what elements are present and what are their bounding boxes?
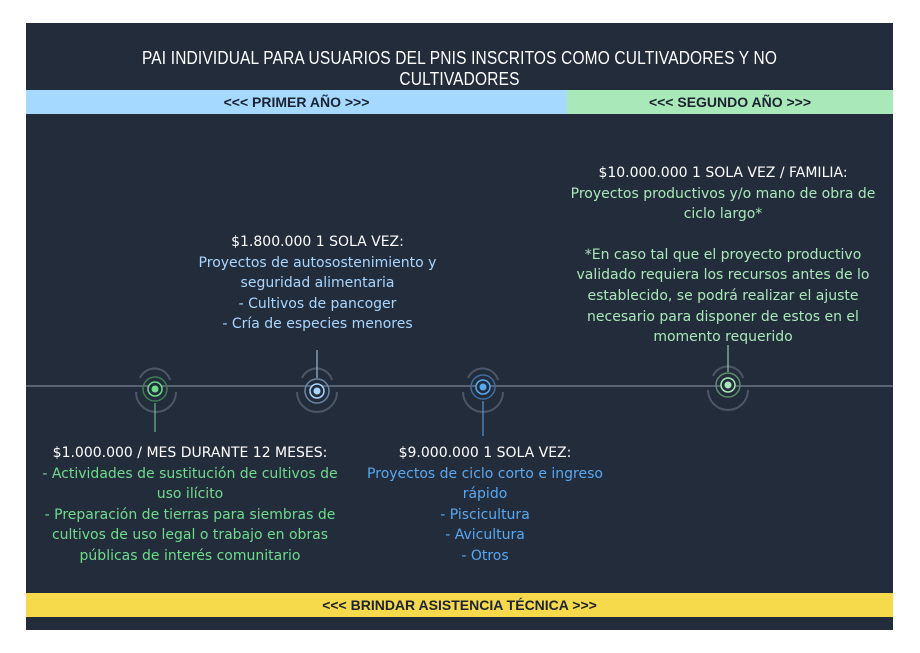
milestone-text-2: [190, 232, 445, 335]
milestone-2-line: - Cría de especies menores: [222, 316, 413, 333]
milestone-node-2: [297, 350, 337, 412]
milestone-3-heading: $9.000.000 1 SOLA VEZ:: [398, 445, 572, 461]
milestone-2-line: - Cultivos de pancoger: [238, 295, 397, 312]
milestone-text-3: [360, 443, 610, 567]
milestone-3-line: - Piscicultura: [440, 506, 530, 523]
milestone-4-note-line: establecido, se podrá realizar el ajuste: [587, 287, 859, 304]
milestone-1-line: - Preparación de tierras para siembras de: [44, 506, 336, 523]
milestone-3-line: - Otros: [461, 547, 509, 564]
milestone-2-line: Proyectos de autosostenimiento y: [198, 254, 437, 271]
milestone-2-line: seguridad alimentaria: [240, 275, 395, 292]
milestone-4-note-line: validado requiera los recursos antes de lo: [576, 267, 870, 284]
milestone-3-line: rápido: [462, 486, 508, 503]
milestone-3-line: Proyectos de ciclo corto e ingreso: [367, 465, 603, 482]
milestone-1-line: cultivos de uso legal o trabajo en obras: [51, 527, 329, 544]
milestone-1-heading: $1.000.000 / MES DURANTE 12 MESES:: [52, 445, 328, 461]
milestone-node-4: [708, 345, 748, 410]
milestone-text-4: [568, 163, 878, 348]
milestone-2-heading: $1.800.000 1 SOLA VEZ:: [231, 234, 404, 250]
technical-assistance-band: <<< BRINDAR ASISTENCIA TÉCNICA >>>: [26, 593, 893, 617]
milestone-node-3: [463, 368, 503, 436]
milestone-text-1: [40, 443, 340, 567]
milestone-1-line: - Actividades de sustitución de cultivos de: [42, 465, 338, 482]
milestone-1-line: públicas de interés comunitario: [79, 547, 301, 564]
milestone-4-note-line: momento requerido: [653, 329, 793, 346]
milestone-4-line: Proyectos productivos y/o mano de obra de: [570, 185, 876, 202]
first-year-band: <<< PRIMER AÑO >>>: [26, 90, 567, 114]
milestone-4-spacer: [568, 225, 878, 245]
milestone-4-heading: $10.000.000 1 SOLA VEZ / FAMILIA:: [598, 165, 848, 181]
second-year-band: <<< SEGUNDO AÑO >>>: [567, 90, 893, 114]
diagram-title: PAI INDIVIDUAL PARA USUARIOS DEL PNIS INSCRITOS COMO CULTIVADORES Y NO CULTIVADORES: [141, 48, 778, 89]
milestone-1-line: uso ilícito: [156, 486, 224, 503]
milestone-3-line: - Avicultura: [445, 527, 525, 544]
milestone-4-note-line: *En caso tal que el proyecto productivo: [584, 246, 862, 263]
milestone-node-1: [136, 368, 176, 432]
milestone-4-note-line: necesario para disponer de estos en el: [587, 308, 859, 325]
milestone-4-line: ciclo largo*: [683, 206, 763, 223]
